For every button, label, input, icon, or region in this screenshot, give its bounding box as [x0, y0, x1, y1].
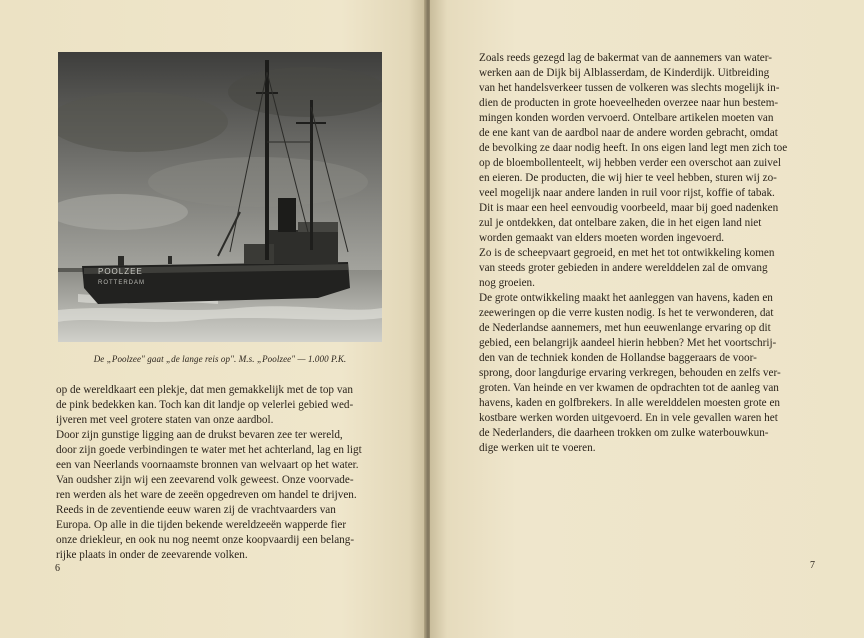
left-page	[0, 0, 426, 638]
page-number-left: 6	[55, 563, 60, 574]
text-line: veel mogelijk naar andere landen in ruil voor rijst, koffie of tabak.	[479, 187, 775, 199]
text-line: dien de producten in grote hoeveelheden overzee naar hun bestem-	[479, 97, 779, 109]
text-line: een van Neerlands voornaamste bronnen van welvaart op het water.	[56, 459, 359, 471]
text-line: Europa. Op alle in die tijden bekende wereldzeeën wapperde fier	[56, 519, 347, 531]
text-line: worden gemaakt van elders moeten worden ingevoerd.	[479, 232, 725, 244]
text-line: Van oudsher zijn wij een zeevarend volk geweest. Onze voorvade-	[56, 474, 354, 486]
text-line: dige werken uit te voeren.	[479, 442, 596, 454]
photo-caption: De „Poolzee" gaat „de lange reis op". M.s. „Poolzee" — 1.000 P.K.	[93, 354, 347, 364]
text-line: de ene kant van de aardbol naar de andere worden gebracht, omdat	[479, 127, 778, 139]
text-line: door zijn goede verbindingen te water met het achterland, lag en ligt	[56, 444, 362, 456]
text-line: zul je ontdekken, dat ontelbare zaken, die in het eigen land niet	[479, 217, 762, 229]
text-line: groten. Van heinde en ver kwamen de opdrachten tot de aanleg van	[479, 382, 779, 394]
text-line: ijveren met veel grotere staten van onze aardbol.	[56, 414, 274, 426]
text-line: van het handelsverkeer tussen de volkeren was slechts mogelijk in-	[479, 82, 780, 94]
ship-photo	[58, 52, 382, 342]
right-body-text	[479, 51, 819, 456]
text-line: op de wereldkaart een plekje, dat men gemakkelijk met de top van	[56, 384, 353, 396]
text-line: onze driekleur, en ook nu nog neemt onze koopvaardij een belang-	[56, 534, 355, 546]
text-line: zeeweringen op die verre kusten nodig. Is het te verwonderen, dat	[479, 307, 774, 319]
text-line: havens, kaden en golfbrekers. In alle werelddelen moesten grote en	[479, 397, 781, 409]
text-line: nog groeien.	[479, 277, 535, 289]
text-line: Zo is de scheepvaart gegroeid, en met het tot ontwikkeling komen	[479, 247, 775, 259]
text-line: Reeds in de zeventiende eeuw waren zij de vrachtvaarders van	[56, 504, 336, 516]
text-line: en eieren. De producten, die wij hier te veel hebben, sturen wij zo-	[479, 172, 777, 184]
text-line: de bevolking ze daar nodig heeft. In ons eigen land legt men zich toe	[479, 142, 788, 154]
text-line: op de bloembollenteelt, wij hebben verder een overschot aan zuivel	[479, 157, 781, 169]
text-line: De grote ontwikkeling maakt het aanleggen van havens, kaden en	[479, 292, 773, 304]
right-page	[430, 0, 864, 638]
text-line: den van de techniek konden de Hollandse baggeraars de voor-	[479, 352, 757, 364]
text-line: Dit is maar een heel eenvoudig voorbeeld, maar bij goed nadenken	[479, 202, 779, 214]
text-line: werken aan de Dijk bij Alblasserdam, de Kinderdijk. Uitbreiding	[479, 67, 770, 79]
text-line: sprong, door langdurige ervaring verkregen, behouden en zelfs ver-	[479, 367, 781, 379]
text-line: de Nederlandse aannemers, met hun eeuwenlange ervaring op dit	[479, 322, 771, 334]
text-line: de Nederlanders, die daarheen trokken om zulke waterbouwkun-	[479, 427, 769, 439]
text-line: mingen konden worden vervoerd. Ontelbare artikelen moeten van	[479, 112, 774, 124]
left-body-text	[56, 383, 384, 563]
text-line: de pink bedekken kan. Toch kan dit landje op velerlei gebied wed-	[56, 399, 354, 411]
text-line: ren werden als het ware de zeeën opgedreven om handel te drijven.	[56, 489, 357, 501]
text-line: kostbare werken worden uitgevoerd. En in vele gevallen waren het	[479, 412, 778, 424]
text-line: gebied, een belangrijk aandeel hierin hebben? Met het voortschrij-	[479, 337, 777, 349]
text-line: Zoals reeds gezegd lag de bakermat van de aannemers van water-	[479, 52, 772, 64]
page-number-right: 7	[810, 560, 815, 571]
text-line: van steeds groter gebieden in andere werelddelen zal de omvang	[479, 262, 768, 274]
ship-name-text: POOLZEE	[98, 267, 143, 276]
ship-home-port-text: ROTTERDAM	[98, 280, 145, 286]
text-line: Door zijn gunstige ligging aan de drukst bevaren zee ter wereld,	[56, 429, 343, 441]
text-line: rijke plaats in onder de zeevarende volken.	[56, 549, 248, 561]
